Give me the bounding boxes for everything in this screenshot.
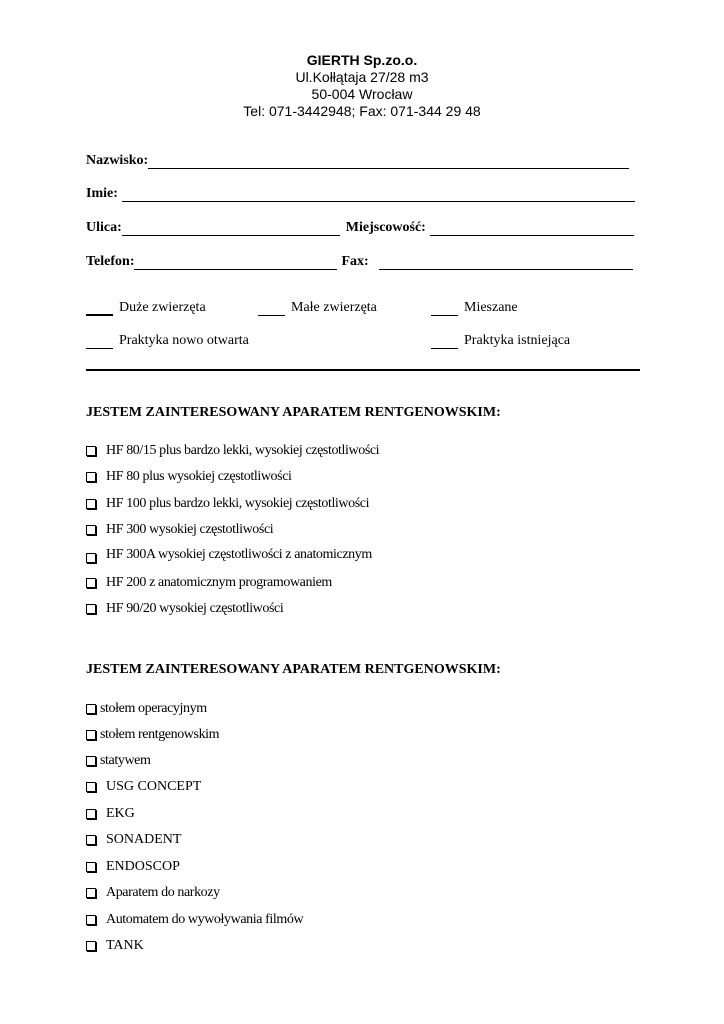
animal-type-row	[86, 300, 638, 320]
checkbox-item[interactable]	[86, 858, 180, 876]
option-large-animals[interactable]	[86, 300, 206, 316]
option-existing-practice[interactable]	[431, 333, 570, 349]
checkbox-item[interactable]	[86, 778, 201, 796]
surname-field[interactable]	[148, 154, 629, 169]
checkbox-icon[interactable]	[86, 446, 96, 456]
checkbox-item[interactable]	[86, 831, 181, 849]
mixed-blank[interactable]	[431, 302, 458, 316]
checkbox-icon[interactable]	[86, 553, 96, 563]
phone-label: Telefon:	[86, 254, 135, 269]
checkbox-item[interactable]	[86, 574, 332, 592]
option-mixed[interactable]	[431, 300, 518, 316]
small-animals-blank[interactable]	[258, 302, 285, 316]
large-animals-label: Duże zwierzęta	[119, 300, 206, 315]
checkbox-icon[interactable]	[86, 704, 96, 714]
checkbox-icon[interactable]	[86, 782, 96, 792]
checkbox-icon[interactable]	[86, 915, 96, 925]
checkbox-item[interactable]	[86, 752, 150, 770]
checkbox-label: Automatem do wywoływania filmów	[106, 912, 304, 927]
checkbox-item[interactable]	[86, 495, 369, 513]
company-header	[0, 52, 724, 120]
checkbox-icon[interactable]	[86, 835, 96, 845]
checkbox-label: HF 90/20 wysokiej częstotliwości	[106, 601, 284, 616]
option-small-animals[interactable]	[258, 300, 377, 316]
checkbox-item[interactable]	[86, 911, 303, 929]
checkbox-icon[interactable]	[86, 499, 96, 509]
checkbox-icon[interactable]	[86, 730, 96, 740]
checkbox-item[interactable]	[86, 442, 379, 460]
phone-field-row	[86, 250, 638, 270]
option-new-practice[interactable]	[86, 333, 249, 349]
checkbox-icon[interactable]	[86, 472, 96, 482]
new-practice-label: Praktyka nowo otwarta	[119, 333, 249, 348]
checkbox-icon[interactable]	[86, 604, 96, 614]
checkbox-label: HF 200 z anatomicznym programowaniem	[106, 575, 332, 590]
checkbox-label: HF 80/15 plus bardzo lekki, wysokiej częstotliwości	[106, 443, 380, 458]
company-name: GIERTH Sp.zo.o.	[306, 52, 418, 68]
checkbox-label: SONADENT	[106, 832, 182, 847]
phone-field[interactable]	[134, 255, 337, 270]
name-field-row	[86, 182, 638, 202]
checkbox-label: USG CONCEPT	[106, 779, 202, 794]
practice-status-row	[86, 333, 638, 353]
checkbox-label: stołem operacyjnym	[100, 701, 207, 716]
checkbox-item[interactable]	[86, 726, 219, 744]
city-field[interactable]	[430, 221, 634, 236]
mixed-label: Mieszane	[464, 300, 518, 315]
checkbox-label: stołem rentgenowskim	[100, 727, 220, 742]
checkbox-icon[interactable]	[86, 809, 96, 819]
checkbox-item[interactable]	[86, 600, 283, 618]
checkbox-icon[interactable]	[86, 862, 96, 872]
street-label: Ulica:	[86, 220, 122, 235]
checkbox-item[interactable]	[86, 805, 135, 823]
checkbox-item[interactable]	[86, 700, 207, 718]
checkbox-label: HF 100 plus bardzo lekki, wysokiej częstotliwości	[106, 496, 370, 511]
checkbox-icon[interactable]	[86, 578, 96, 588]
section1-title: JESTEM ZAINTERESOWANY APARATEM RENTGENOWSKIM:	[86, 405, 501, 420]
fax-field[interactable]	[379, 255, 633, 270]
street-field[interactable]	[122, 221, 340, 236]
name-label: Imie:	[86, 186, 118, 201]
checkbox-icon[interactable]	[86, 525, 96, 535]
small-animals-label: Małe zwierzęta	[291, 300, 377, 315]
checkbox-item[interactable]	[86, 937, 144, 955]
checkbox-icon[interactable]	[86, 756, 96, 766]
surname-label: Nazwisko:	[86, 153, 149, 168]
existing-practice-blank[interactable]	[431, 335, 458, 349]
checkbox-label: HF 300A wysokiej częstotliwości z anatomicznym	[106, 547, 372, 562]
existing-practice-label: Praktyka istniejąca	[464, 333, 571, 348]
large-animals-blank[interactable]	[86, 301, 113, 316]
checkbox-item[interactable]	[86, 468, 292, 486]
checkbox-icon[interactable]	[86, 888, 96, 898]
checkbox-label: TANK	[106, 938, 144, 953]
company-city: 50-004 Wrocław	[311, 86, 413, 102]
name-field[interactable]	[122, 187, 635, 202]
city-label: Miejscowość:	[345, 220, 426, 235]
checkbox-item[interactable]	[86, 884, 220, 902]
checkbox-item[interactable]	[86, 521, 273, 539]
checkbox-label: HF 300 wysokiej częstotliwości	[106, 522, 274, 537]
checkbox-label: EKG	[106, 806, 135, 821]
fax-label: Fax:	[341, 254, 369, 269]
checkbox-label: HF 80 plus wysokiej częstotliwości	[106, 469, 292, 484]
checkbox-label: statywem	[100, 753, 151, 768]
section-divider	[86, 369, 640, 371]
checkbox-label: Aparatem do narkozy	[106, 885, 220, 900]
checkbox-item[interactable]	[86, 546, 372, 564]
section2-title: JESTEM ZAINTERESOWANY APARATEM RENTGENOWSKIM:	[86, 662, 501, 677]
checkbox-label: ENDOSCOP	[106, 859, 180, 874]
new-practice-blank[interactable]	[86, 335, 113, 349]
company-contact: Tel: 071-3442948; Fax: 071-344 29 48	[243, 103, 481, 119]
address-field-row	[86, 216, 638, 236]
surname-field-row	[86, 149, 638, 169]
company-street: Ul.Kołłątaja 27/28 m3	[295, 69, 429, 85]
checkbox-icon[interactable]	[86, 941, 96, 951]
